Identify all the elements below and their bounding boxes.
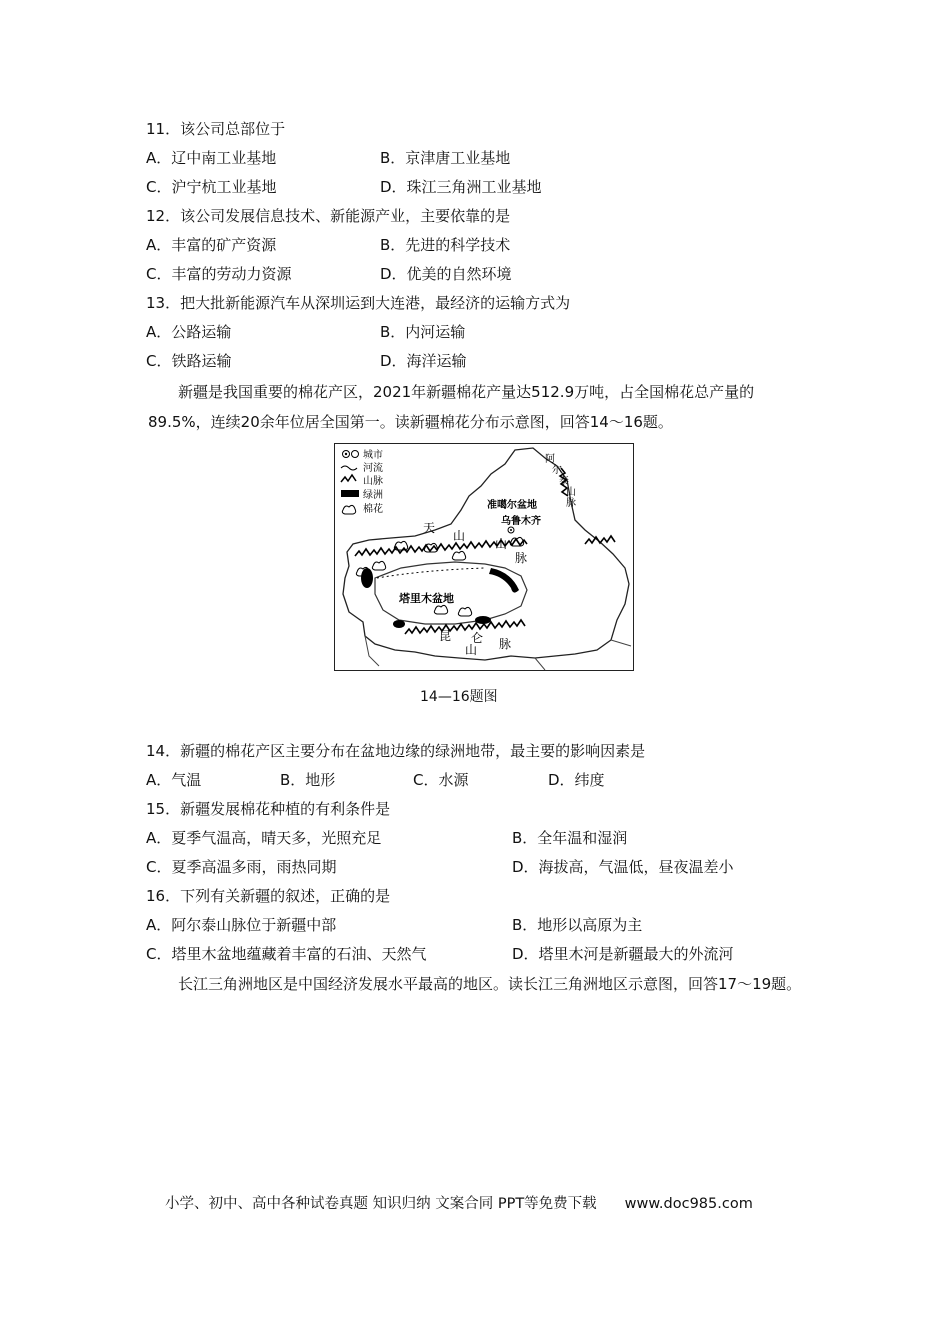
q13-stem: 13．把大批新能源汽车从深圳运到大连港，最经济的运输方式为	[146, 294, 571, 312]
label-junggar: 准噶尔盆地	[487, 500, 537, 511]
q15-option-c[interactable]: C．夏季高温多雨，雨热同期	[146, 858, 337, 876]
legend-city: 城市	[363, 450, 383, 461]
label-tianshan-4: 脉	[515, 551, 528, 565]
map-caption: 14—16题图	[420, 689, 498, 705]
label-altai-1: 阿	[545, 454, 555, 465]
q15-option-d[interactable]: D．海拔高，气温低，昼夜温差小	[512, 858, 734, 876]
q12-option-b[interactable]: B．先进的科学技术	[380, 236, 511, 254]
intro-yangtze-delta: 长江三角洲地区是中国经济发展水平最高的地区。读长江三角洲地区示意图，回答17～19题。	[178, 975, 802, 993]
q16-option-b[interactable]: B．地形以高原为主	[512, 916, 643, 934]
q14-option-d[interactable]: D．纬度	[548, 771, 605, 789]
q12-stem: 12．该公司发展信息技术、新能源产业，主要依靠的是	[146, 207, 511, 225]
xinjiang-cotton-map	[334, 443, 634, 671]
q16-stem: 16．下列有关新疆的叙述，正确的是	[146, 887, 391, 905]
label-altai-4: 山	[566, 487, 576, 498]
q12-option-c[interactable]: C．丰富的劳动力资源	[146, 265, 292, 283]
label-altai-3: 泰	[559, 476, 569, 487]
q13-option-b[interactable]: B．内河运输	[380, 323, 466, 341]
label-urumqi: 乌鲁木齐	[501, 516, 541, 527]
footer-url[interactable]: www.doc985.com	[624, 1196, 753, 1212]
footer-text: 小学、初中、高中各种试卷真题 知识归纳 文案合同 PPT等免费下载	[165, 1196, 597, 1212]
q12-option-a[interactable]: A．丰富的矿产资源	[146, 236, 277, 254]
intro-xinjiang: 新疆是我国重要的棉花产区，2021年新疆棉花产量达512.9万吨，占全国棉花总产量的89.5%，连续20余年位居全国第一。读新疆棉花分布示意图，回答14～16题。	[148, 383, 755, 431]
label-kunlun-4: 脉	[499, 637, 512, 651]
label-tianshan-2: 山	[453, 529, 466, 543]
map-legend	[341, 448, 383, 515]
q13-option-c[interactable]: C．铁路运输	[146, 352, 232, 370]
q15-option-b[interactable]: B．全年温和湿润	[512, 829, 628, 847]
q11-stem: 11．该公司总部位于	[146, 120, 286, 138]
label-tianshan-1: 天	[423, 521, 436, 535]
label-kunlun-3: 山	[465, 643, 478, 657]
q11-option-b[interactable]: B．京津唐工业基地	[380, 149, 511, 167]
legend-oasis: 绿洲	[363, 490, 383, 501]
q14-stem: 14．新疆的棉花产区主要分布在盆地边缘的绿洲地带，最主要的影响因素是	[146, 742, 646, 760]
legend-cotton: 棉花	[363, 504, 383, 515]
q16-option-c[interactable]: C．塔里木盆地蕴藏着丰富的石油、天然气	[146, 945, 427, 963]
legend-mountain: 山脉	[363, 476, 383, 487]
q14-option-a[interactable]: A．气温	[146, 771, 202, 789]
q15-stem: 15．新疆发展棉花种植的有利条件是	[146, 800, 391, 818]
q16-option-d[interactable]: D．塔里木河是新疆最大的外流河	[512, 945, 734, 963]
q15-option-a[interactable]: A．夏季气温高，晴天多，光照充足	[146, 829, 382, 847]
q11-option-d[interactable]: D．珠江三角洲工业基地	[380, 178, 542, 196]
q11-option-a[interactable]: A．辽中南工业基地	[146, 149, 277, 167]
label-tianshan-3: 山	[495, 537, 508, 551]
q14-option-c[interactable]: C．水源	[413, 771, 469, 789]
label-kunlun-1: 昆	[439, 629, 452, 643]
label-altai-5: 脉	[566, 498, 576, 509]
q11-option-c[interactable]: C．沪宁杭工业基地	[146, 178, 277, 196]
q13-option-a[interactable]: A．公路运输	[146, 323, 232, 341]
q13-option-d[interactable]: D．海洋运输	[380, 352, 467, 370]
label-kunlun-2: 仑	[471, 631, 484, 645]
label-tarim: 塔里木盆地	[399, 592, 454, 605]
q12-option-d[interactable]: D．优美的自然环境	[380, 265, 512, 283]
page-footer	[165, 1192, 753, 1213]
q16-option-a[interactable]: A．阿尔泰山脉位于新疆中部	[146, 916, 337, 934]
label-altai-2: 尔	[552, 465, 562, 476]
q14-option-b[interactable]: B．地形	[280, 771, 336, 789]
legend-river: 河流	[363, 463, 383, 474]
